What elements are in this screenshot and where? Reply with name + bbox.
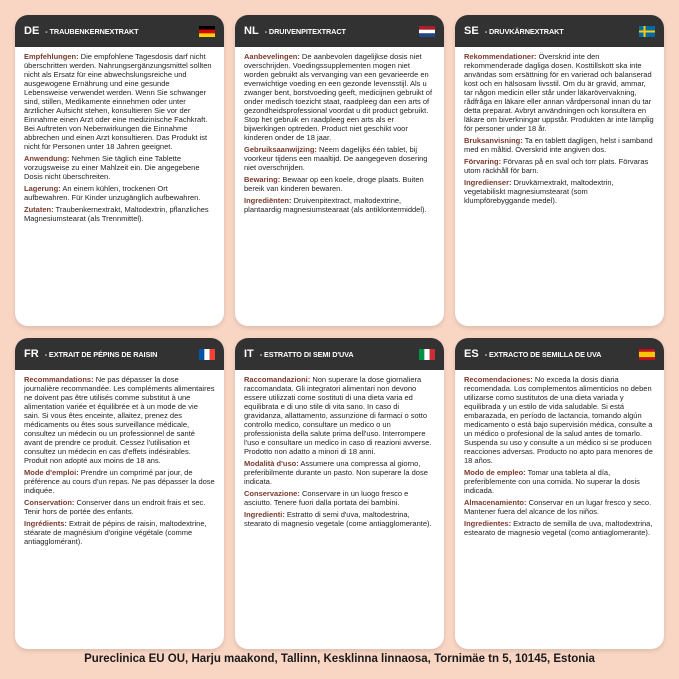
section-text: Överskrid inte den rekommenderade dagliga dosen. Kosttillskott ska inte användas som ersättning för en varierad och balanserad kost och en hälsosam livsstil. Om du är gravid, ammar, tar någon medicin eller står under läkarövervakning, rådfråga en läkare eller annan vårdpersonal innan du tar detta preparat. Avbryt användningen och konsultera en läkare om biverkningar uppstår. Produkten är inte lämplig för personer under 18 år. [464,52,654,133]
ingredients-section [464,178,655,205]
section-label: Modo de empleo: [464,468,526,477]
card-body [455,370,664,649]
section-label: Bruksanvisning: [464,136,523,145]
section-label: Aanbevelingen: [244,52,300,61]
section-text: Non superare la dose giornaliera raccomandata. Gli integratori alimentari non devono essere utilizzati come sostituti di una dieta varia ed equilibrata e di uno stile di vita sano. In caso di gravidanza, allattamento, assunzione di farmaci o sotto controllo medico, consultare un medico o un professionista della salute prima dell'uso. Interrompere l'uso e consultare un medico in caso di reazioni avverse. Prodotto non adatto a minori di 18 anni. [244,375,432,456]
section-label: Ingrediënten: [244,196,292,205]
storage-section [464,498,655,516]
section-label: Ingredientes: [464,519,512,528]
card-body [15,370,224,649]
ingredients-section [244,196,435,214]
language-code: IT [244,348,254,360]
section-label: Ingredienser: [464,178,512,187]
section-label: Recomendaciones: [464,375,533,384]
section-label: Conservazione: [244,489,300,498]
storage-section [244,489,435,507]
section-label: Rekommendationer: [464,52,537,61]
card-se [455,15,664,326]
language-code: NL [244,25,259,37]
section-label: Conservation: [24,498,75,507]
section-text: Neem dagelijks één tablet, bij voorkeur tijdens een maaltijd. De aangegeven dosering niet overschrijden. [244,145,428,172]
card-body [15,47,224,326]
recommendations-section [24,52,215,151]
section-text: Estratto di semi d'uva, maltodestrina, stearato di magnesio vegetale (come antiagglomerante). [244,510,432,528]
section-label: Empfehlungen: [24,52,79,61]
germany-flag-icon [199,26,215,37]
italy-flag-icon [419,349,435,360]
storage-section [24,498,215,516]
section-text: Nehmen Sie täglich eine Tablette vorzugsweise zu einer Mahlzeit ein. Die angegebene Dosis nicht überschreiten. [24,154,200,181]
section-label: Gebruiksaanwijzing: [244,145,317,154]
section-text: De aanbevolen dagelijkse dosis niet overschrijden. Voedingssupplementen mogen niet worden gebruikt als vervanging van een gevarieerde en evenwichtige voeding en een gezonde levensstijl. Als u zwanger bent, borstvoeding geeft, medicijnen gebruikt of onder medisch toezicht staat, raadpleeg dan een arts of gezondheidsprofessional voordat u dit product gebruikt. Stop het gebruik en raadpleeg een arts als er bijwerkingen optreden. Product niet geschikt voor kinderen onder de 18 jaar. [244,52,433,142]
section-label: Lagerung: [24,184,61,193]
recommendations-section [244,375,435,456]
card-title: - DRUVKÄRNEXTRAKT [484,26,564,36]
storage-section [464,157,655,175]
card-header [235,338,444,370]
section-label: Raccomandazioni: [244,375,311,384]
usage-section [24,154,215,181]
section-label: Förvaring: [464,157,502,166]
usage-section [464,136,655,154]
usage-section [244,145,435,172]
recommendations-section [464,52,655,133]
section-label: Mode d'emploi: [24,468,79,477]
card-es [455,338,664,649]
usage-section [464,468,655,495]
recommendations-section [464,375,655,465]
section-label: Zutaten: [24,205,54,214]
usage-section [244,459,435,486]
recommendations-section [244,52,435,142]
section-label: Almacenamiento: [464,498,527,507]
card-header [455,15,664,47]
card-body [235,370,444,649]
language-code: ES [464,348,479,360]
card-it [235,338,444,649]
section-label: Bewaring: [244,175,281,184]
language-code: SE [464,25,479,37]
card-title: - EXTRACTO DE SEMILLA DE UVA [484,349,602,359]
ingredients-section [24,519,215,546]
section-label: Ingrédients: [24,519,67,528]
section-text: Druivenpitextract, maltodextrine, plantaardig magnesiumstearaat (als antiklontermiddel). [244,196,427,214]
section-label: Modalità d'uso: [244,459,299,468]
ingredients-section [464,519,655,537]
section-text: Die empfohlene Tagesdosis darf nicht überschritten werden. Nahrungsergänzungsmittel sollten nicht als Ersatz für eine abwechslungsreiche und ausgewogene Ernährung und eine gesunde Lebensweise verwendet werden. Wenn Sie schwanger sind, stillen, Medikamente einnehmen oder unter ärztlicher Aufsicht stehen, konsultieren Sie vor der Einnahme einen Arzt oder eine medizinische Fachkraft. Bei Auftreten von Nebenwirkungen die Einnahme abbrechen und einen Arzt konsultieren. Das Produkt ist nicht für Personen unter 18 Jahren geeignet. [24,52,212,151]
section-label: Anwendung: [24,154,70,163]
section-text: Tomar una tableta al día, preferiblemente con una comida. No superar la dosis indicada. [464,468,640,495]
ingredients-section [24,205,215,223]
card-de [15,15,224,326]
card-header [455,338,664,370]
card-title: - EXTRAIT DE PÉPINS DE RAISIN [44,349,158,359]
section-label: Ingredienti: [244,510,285,519]
sweden-flag-icon [639,26,655,37]
card-title: - TRAUBENKERNEXTRAKT [45,26,139,36]
ingredients-section [244,510,435,528]
language-code: FR [24,348,39,360]
section-label: Recommandations: [24,375,94,384]
section-text: Bewaar op een koele, droge plaats. Buiten bereik van kinderen bewaren. [244,175,424,193]
card-fr [15,338,224,649]
section-text: An einem kühlen, trockenen Ort aufbewahren. Für Kinder unzugänglich aufbewahren. [24,184,201,202]
section-text: Ta en tablett dagligen, helst i samband med en måltid. Överskrid inte angiven dos. [464,136,653,154]
card-nl [235,15,444,326]
section-text: Förvaras på en sval och torr plats. Förvaras utom räckhåll för barn. [464,157,649,175]
section-text: Prendre un comprimé par jour, de préférence au cours d'un repas. Ne pas dépasser la dose indiquée. [24,468,215,495]
section-text: Ne pas dépasser la dose journalière recommandée. Les compléments alimentaires ne doivent pas être utilisés comme substitut à une alimentation variée et équilibrée et à un mode de vie sain. Si vous êtes enceinte, allaitez, prenez des médicaments ou êtes sous surveillance médicale, consultez un médecin ou un professionnel de santé avant de prendre ce produit. Cessez l'utilisation et consultez un médecin en cas d'effets indésirables. Produit non adopté aux moins de 18 ans. [24,375,215,465]
card-header [15,338,224,370]
section-text: Extracto de semilla de uva, maltodextrina, estearato de magnesio vegetal (como antiaglomerante). [464,519,653,537]
storage-section [24,184,215,202]
usage-section [24,468,215,495]
company-address-footer: Pureclinica EU OU, Harju maakond, Tallinn, Kesklinna linnaosa, Tornimäe tn 5, 10145, Estonia [84,653,595,665]
section-text: Conservare in un luogo fresco e asciutto. Tenere fuori dalla portata dei bambini. [244,489,409,507]
card-title: - ESTRATTO DI SEMI D'UVA [259,349,354,359]
recommendations-section [24,375,215,465]
section-text: No exceda la dosis diaria recomendada. Los complementos alimenticios no deben utilizarse como sustitutos de una dieta variada y equilibrada y un estilo de vida saludable. Si está embarazada, en período de lactancia, tomando algún medicamento o está bajo supervisión médica, consulte a un médico o profesional de la salud antes de tomarlo. Suspenda su uso y consulte a un médico si se producen reacciones adversas. Producto no apto para menores de 18 años. [464,375,653,465]
spain-flag-icon [639,349,655,360]
card-header [15,15,224,47]
section-text: Traubenkernextrakt, Maltodextrin, pflanzliches Magnesiumstearat (als Trennmittel). [24,205,209,223]
section-text: Conservar en un lugar fresco y seco. Mantener fuera del alcance de los niños. [464,498,652,516]
card-body [235,47,444,326]
section-text: Extrait de pépins de raisin, maltodextrine, stéarate de magnésium d'origine végétale (comme antiagglomérant). [24,519,207,546]
card-header [235,15,444,47]
section-text: Conserver dans un endroit frais et sec. Tenir hors de portée des enfants. [24,498,206,516]
netherlands-flag-icon [419,26,435,37]
france-flag-icon [199,349,215,360]
card-title: - DRUIVENPITEXTRACT [264,26,346,36]
section-text: Druvkärnextrakt, maltodextrin, vegetabiliskt magnesiumstearat (som klumpförebyggande medel). [464,178,614,205]
section-text: Assumere una compressa al giorno, preferibilmente durante un pasto. Non superare la dose indicata. [244,459,428,486]
card-body [455,47,664,326]
language-code: DE [24,25,40,37]
storage-section [244,175,435,193]
